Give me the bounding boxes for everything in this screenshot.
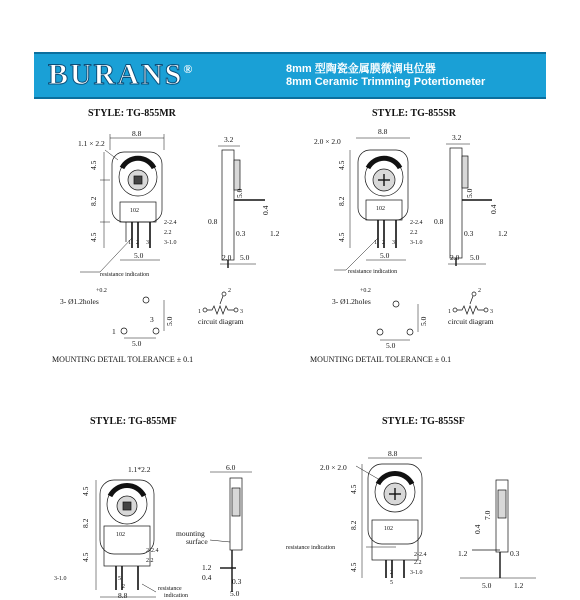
brand-logo	[48, 58, 194, 92]
mr-side-view	[222, 150, 265, 268]
mr-dim-width: 8.8	[132, 129, 142, 138]
mr-hole-pin-3: 3	[150, 315, 154, 324]
mr-holes-dim-5-0: 5.0	[132, 339, 142, 348]
sf-side-dim-5-0: 5.0	[482, 581, 492, 590]
sf-dim-2-2-4: 2-2.4	[414, 552, 427, 558]
mf-code: 102	[116, 532, 125, 538]
sr-circuit-label: circuit diagram	[448, 317, 494, 326]
sr-dim-slot: 2.0 × 2.0	[314, 137, 341, 146]
mf-front-view	[100, 480, 154, 590]
sr-dim-8-2: 8.2	[337, 196, 346, 206]
mf-dim-8-2: 8.2	[81, 518, 90, 528]
mf-side-dim-1-2: 1.2	[202, 563, 212, 572]
sf-dim-4-5: 4.5	[349, 484, 358, 494]
mf-mounting-label: mounting	[176, 529, 205, 538]
mr-circuit-pin-1: 1	[198, 309, 201, 315]
title-chinese: 8mm 型陶瓷金属膜微调电位器	[286, 63, 436, 75]
mr-mounting-holes	[121, 297, 164, 338]
sf-side-dim-7-0: 7.0	[483, 510, 492, 520]
registered-mark: ®	[183, 62, 195, 76]
mr-dim-5-0: 5.0	[134, 251, 144, 260]
mr-side-dim-0-4: 0.4	[261, 205, 270, 215]
sr-dim-width: 8.8	[378, 127, 388, 136]
sr-holes-dim-5-0: 5.0	[386, 341, 396, 350]
sf-dim-width: 8.8	[388, 449, 398, 458]
mr-holes-dim-5-0v: 5.0	[165, 316, 174, 326]
sr-side-dim-5-0: 5.0	[465, 188, 474, 198]
sr-circuit-pin-3: 3	[490, 309, 493, 315]
drawing-tg855sr	[310, 120, 550, 360]
sr-resistance-indication: resistance indication	[348, 269, 398, 275]
mounting-tolerance-right: MOUNTING DETAIL TOLERANCE ± 0.1	[310, 355, 452, 364]
mr-dim-4-5b: 4.5	[89, 232, 98, 242]
sr-dim-2-2-4: 2-2.4	[410, 220, 423, 226]
sr-front-view	[358, 150, 408, 248]
style-title-tg855mf: STYLE: TG-855MF	[90, 416, 177, 427]
mf-side-view	[220, 478, 242, 592]
sr-dim-2-2: 2.2	[410, 230, 418, 236]
mr-dim-2-2: 2.2	[164, 230, 172, 236]
mf-side-dim-5-0: 5.0	[230, 589, 240, 598]
sr-side-dim-2-0: 2.0	[450, 253, 460, 262]
mf-dim-2-2-4: 2-2.4	[146, 548, 159, 554]
sr-pin-2: 2	[382, 240, 385, 246]
mf-dim-4-5b: 4.5	[81, 552, 90, 562]
sf-dim-2: 2	[390, 570, 393, 576]
sf-dim-8-2: 8.2	[349, 520, 358, 530]
mr-dim-slot: 1.1 × 2.2	[78, 139, 105, 148]
mr-circuit-pin-3: 3	[240, 309, 243, 315]
mr-side-dim-3-2: 3.2	[224, 135, 234, 144]
mf-dim-8-8: 8.8	[118, 591, 128, 600]
sr-dim-4-5b: 4.5	[337, 232, 346, 242]
sf-code: 102	[384, 526, 393, 532]
brand-name: BURANS	[48, 58, 184, 91]
sf-dim-3-1-0: 3-1.0	[410, 570, 423, 576]
sr-holes-dim-5-0v: 5.0	[419, 316, 428, 326]
mr-pin-3: 3	[146, 240, 149, 246]
sr-side-dim-0-8: 0.8	[434, 217, 444, 226]
mf-dim-slot: 1.1*2.2	[128, 465, 151, 474]
mr-pin-2: 2	[136, 240, 139, 246]
style-title-tg855sf: STYLE: TG-855SF	[382, 416, 465, 427]
mr-circuit-label: circuit diagram	[198, 317, 244, 326]
mounting-tolerance-left: MOUNTING DETAIL TOLERANCE ± 0.1	[52, 355, 194, 364]
mr-side-dim-5-0b: 5.0	[240, 253, 250, 262]
sr-holes-label: 3- Ø1.2holes	[332, 297, 371, 306]
mr-holes-label: 3- Ø1.2holes	[60, 297, 99, 306]
sr-circuit-pin-1: 1	[448, 309, 451, 315]
mr-side-dim-2-0: 2.0	[222, 253, 232, 262]
mr-hole-tol: +0.2	[96, 288, 107, 294]
sr-mounting-holes	[377, 301, 418, 340]
mr-side-dim-1-2: 1.2	[270, 229, 280, 238]
mr-resistance-indication: resistance indication	[100, 272, 150, 278]
sr-hole-tol: +0.2	[360, 288, 371, 294]
header-banner	[34, 52, 546, 99]
sf-dim-2-2: 2.2	[414, 560, 422, 566]
mf-dim-3-1-0: 3-1.0	[54, 576, 67, 582]
sf-dim-5: 5	[390, 580, 393, 586]
drawing-tg855sf	[286, 449, 560, 600]
mr-circuit-diagram	[203, 292, 238, 314]
sr-pin-3: 3	[392, 240, 395, 246]
title-english: 8mm Ceramic Trimming Potertiometer	[286, 76, 486, 88]
mr-side-dim-0-8: 0.8	[208, 217, 218, 226]
sf-side-dim-0-4: 0.4	[473, 524, 482, 534]
drawing-tg855mf	[54, 460, 300, 600]
sr-dim-3-1-0: 3-1.0	[410, 240, 423, 246]
sf-side-dim-1-2: 1.2	[458, 549, 468, 558]
mr-side-dim-5-0: 5.0	[235, 188, 244, 198]
sr-dim-5-0: 5.0	[380, 251, 390, 260]
sf-side-dim-0-3: 0.3	[510, 549, 520, 558]
mr-code: 102	[130, 208, 139, 214]
sr-code: 102	[376, 206, 385, 212]
mr-side-dim-0-3: 0.3	[236, 229, 246, 238]
mr-front-view	[112, 152, 162, 248]
sr-dim-4-5: 4.5	[337, 160, 346, 170]
mf-dim-2-2: 2.2	[146, 558, 154, 564]
sr-circuit-pin-2: 2	[478, 288, 481, 294]
drawing-tg855mr	[60, 120, 300, 360]
mf-resistance-label: resistance	[158, 586, 182, 592]
mr-dim-3-1-0: 3-1.0	[164, 240, 177, 246]
mr-dim-2-2-4: 2-2.4	[164, 220, 177, 226]
sf-resistance-indication: resistance indication	[286, 545, 336, 551]
sr-side-dim-1-2: 1.2	[498, 229, 508, 238]
mr-dim-8-2: 8.2	[89, 196, 98, 206]
mf-dim-2: 2	[122, 584, 125, 590]
style-title-tg855sr: STYLE: TG-855SR	[372, 108, 457, 119]
sr-side-dim-0-3: 0.3	[464, 229, 474, 238]
mr-pin-1: 1	[128, 240, 131, 246]
mf-side-dim-0-4: 0.4	[202, 573, 212, 582]
mr-dim-4-5: 4.5	[89, 160, 98, 170]
mr-hole-pin-1: 1	[112, 327, 116, 336]
mf-indication-label: indication	[164, 593, 188, 599]
mr-circuit-pin-2: 2	[228, 288, 231, 294]
sf-side-dim-1-2b: 1.2	[514, 581, 524, 590]
sr-side-dim-0-4: 0.4	[489, 204, 498, 214]
sr-side-dim-3-2: 3.2	[452, 133, 462, 142]
sf-dim-slot: 2.0 × 2.0	[320, 463, 347, 472]
sr-side-view	[450, 148, 492, 266]
mf-side-dim-6-0: 6.0	[226, 463, 236, 472]
sr-pin-1: 1	[374, 240, 377, 246]
mf-surface-label: surface	[186, 537, 208, 546]
sf-dim-4-5b: 4.5	[349, 562, 358, 572]
mf-dim-4-5: 4.5	[81, 486, 90, 496]
mf-side-dim-0-3: 0.3	[232, 577, 242, 586]
style-title-tg855mr: STYLE: TG-855MR	[88, 108, 176, 119]
sr-side-dim-5-0b: 5.0	[470, 253, 480, 262]
sr-circuit-diagram	[453, 292, 488, 314]
mf-dim-5: 5	[118, 576, 121, 582]
